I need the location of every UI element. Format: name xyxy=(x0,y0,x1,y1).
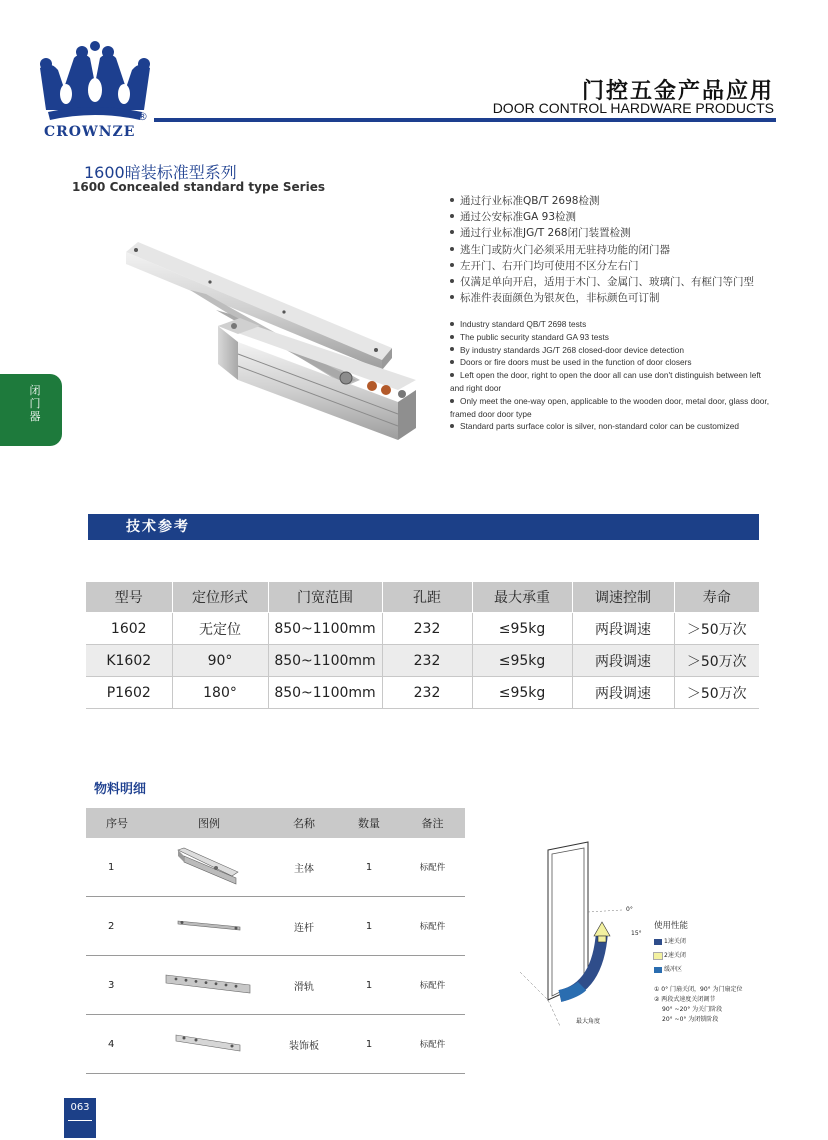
table-header-row xyxy=(86,582,759,613)
bullet-icon xyxy=(450,214,454,218)
list-item: Doors or fire doors must be used in the function of door closers xyxy=(450,356,770,369)
list-item: 通过行业标准JG/T 268闭门装置检测 xyxy=(450,225,754,241)
list-item: 逃生门或防火门必须采用无驻持功能的闭门器 xyxy=(450,242,754,258)
legend-item: 2速关闭 xyxy=(654,950,686,959)
list-item: 通过公安标准GA 93检测 xyxy=(450,209,754,225)
angle-label-15: 15° xyxy=(631,930,642,937)
table-cell: 两段调速 xyxy=(572,645,674,677)
list-item: Only meet the one-way open, applicable to the wooden door, metal door, glass door, framed door door type xyxy=(450,395,770,419)
table-row xyxy=(86,956,465,1015)
bullet-icon xyxy=(450,424,454,428)
features-list-cn xyxy=(450,193,754,306)
column-header: 图例 xyxy=(148,808,270,838)
list-item: 标准件表面颜色为银灰色，非标颜色可订制 xyxy=(450,290,754,306)
table-cell: 连杆 xyxy=(270,897,338,956)
bullet-icon xyxy=(450,322,454,326)
decorative-plate-icon xyxy=(174,1031,244,1055)
table-cell: 232 xyxy=(382,677,472,709)
table-cell: 滑轨 xyxy=(270,956,338,1015)
table-cell: 232 xyxy=(382,613,472,645)
brand-name: CROWNZE xyxy=(44,124,136,140)
header-title-cn: 门控五金产品应用 xyxy=(581,79,774,104)
table-cell: 1 xyxy=(86,838,148,897)
features-list-en xyxy=(450,318,770,433)
table-cell: 2 xyxy=(86,897,148,956)
bullet-icon xyxy=(450,335,454,339)
bullet-icon xyxy=(450,263,454,267)
bullet-icon xyxy=(450,399,454,403)
list-item: 左开门、右开门均可使用不区分左右门 xyxy=(450,258,754,274)
table-cell: 标配件 xyxy=(400,1015,465,1074)
table-cell: ＞50万次 xyxy=(674,613,759,645)
table-cell: 90° xyxy=(172,645,268,677)
connecting-rod-icon xyxy=(176,915,242,935)
table-cell: ＞50万次 xyxy=(674,677,759,709)
materials-table xyxy=(86,808,465,1074)
spec-table xyxy=(86,582,759,709)
table-cell: 180° xyxy=(172,677,268,709)
table-row xyxy=(86,613,759,645)
section-title-materials: 物料明细 xyxy=(94,782,147,797)
legend-title: 使用性能 xyxy=(654,921,689,931)
bullet-icon xyxy=(450,247,454,251)
series-title-en: 1600 Concealed standard type Series xyxy=(72,180,325,194)
table-cell: 两段调速 xyxy=(572,613,674,645)
swatch-icon xyxy=(654,939,662,945)
column-header: 调速控制 xyxy=(572,582,674,613)
table-row xyxy=(86,645,759,677)
table-cell xyxy=(148,838,270,897)
table-cell: 装饰板 xyxy=(270,1015,338,1074)
list-item: By industry standards JG/T 268 closed-door device detection xyxy=(450,344,770,357)
table-cell: 1602 xyxy=(86,613,172,645)
table-cell: ≤95kg xyxy=(472,677,572,709)
table-cell: 850~1100mm xyxy=(268,613,382,645)
table-cell: 850~1100mm xyxy=(268,677,382,709)
column-header: 寿命 xyxy=(674,582,759,613)
table-row xyxy=(86,897,465,956)
diagram-note: 20° ~0° 为闭锁阶段 xyxy=(662,1016,719,1023)
registered-mark: ® xyxy=(137,110,148,123)
table-cell: 4 xyxy=(86,1015,148,1074)
table-cell: 3 xyxy=(86,956,148,1015)
column-header: 定位形式 xyxy=(172,582,268,613)
legend-item: 1速关闭 xyxy=(654,936,686,945)
header-divider xyxy=(154,118,776,122)
column-header: 备注 xyxy=(400,808,465,838)
column-header: 数量 xyxy=(338,808,400,838)
column-header: 型号 xyxy=(86,582,172,613)
diagram-note: ① 0° 门扇关闭，90° 为门扇定位 xyxy=(654,986,743,993)
max-angle-label: 最大角度 xyxy=(576,1018,601,1025)
bullet-icon xyxy=(450,360,454,364)
column-header: 门宽范围 xyxy=(268,582,382,613)
column-header: 最大承重 xyxy=(472,582,572,613)
page-number: 063 xyxy=(70,1102,90,1113)
table-row xyxy=(86,677,759,709)
table-cell xyxy=(148,956,270,1015)
table-cell: P1602 xyxy=(86,677,172,709)
diagram-note: 90° ~20° 为关门阶段 xyxy=(662,1006,723,1013)
slide-rail-icon xyxy=(164,971,254,997)
list-item: 通过行业标准QB/T 2698检测 xyxy=(450,193,754,209)
page-number-underline xyxy=(68,1120,92,1121)
column-header: 孔距 xyxy=(382,582,472,613)
closer-body-icon xyxy=(176,846,242,886)
header-title-en: DOOR CONTROL HARDWARE PRODUCTS xyxy=(492,100,774,116)
series-title-cn: 1600暗装标准型系列 xyxy=(84,163,237,182)
section-title-tech: 技术参考 xyxy=(126,519,190,535)
table-cell: K1602 xyxy=(86,645,172,677)
table-cell: 无定位 xyxy=(172,613,268,645)
table-cell: 850~1100mm xyxy=(268,645,382,677)
swatch-icon xyxy=(654,967,662,973)
column-header: 序号 xyxy=(86,808,148,838)
table-cell: 1 xyxy=(338,956,400,1015)
door-swing-diagram xyxy=(520,840,630,1030)
table-cell: 1 xyxy=(338,838,400,897)
table-header-row xyxy=(86,808,465,838)
swatch-icon xyxy=(654,953,662,959)
table-cell: ≤95kg xyxy=(472,645,572,677)
table-cell: 232 xyxy=(382,645,472,677)
table-cell xyxy=(148,897,270,956)
table-cell: ＞50万次 xyxy=(674,645,759,677)
angle-label-0: 0° xyxy=(626,906,633,913)
table-cell: 1 xyxy=(338,1015,400,1074)
bullet-icon xyxy=(450,295,454,299)
bullet-icon xyxy=(450,230,454,234)
list-item: Standard parts surface color is silver, non-standard color can be customized xyxy=(450,420,770,433)
table-cell: 标配件 xyxy=(400,838,465,897)
column-header: 名称 xyxy=(270,808,338,838)
table-cell: ≤95kg xyxy=(472,613,572,645)
bullet-icon xyxy=(450,198,454,202)
side-tab-label: 闭门器 xyxy=(29,384,41,423)
legend-item: 缓冲区 xyxy=(654,964,682,973)
table-cell: 标配件 xyxy=(400,897,465,956)
table-row xyxy=(86,1015,465,1074)
list-item: 仅满足单向开启，适用于木门、金属门、玻璃门、有框门等门型 xyxy=(450,274,754,290)
table-row xyxy=(86,838,465,897)
bullet-icon xyxy=(450,347,454,351)
list-item: The public security standard GA 93 tests xyxy=(450,331,770,344)
table-cell: 主体 xyxy=(270,838,338,897)
bullet-icon xyxy=(450,373,454,377)
list-item: Industry standard QB/T 2698 tests xyxy=(450,318,770,331)
table-cell xyxy=(148,1015,270,1074)
list-item: Left open the door, right to open the door all can use don't distinguish between left and right door xyxy=(450,370,761,393)
diagram-note: ② 两段式速度关闭调节 xyxy=(654,996,716,1003)
table-cell: 两段调速 xyxy=(572,677,674,709)
door-closer-product-image xyxy=(120,230,420,440)
table-cell: 标配件 xyxy=(400,956,465,1015)
bullet-icon xyxy=(450,279,454,283)
table-cell: 1 xyxy=(338,897,400,956)
